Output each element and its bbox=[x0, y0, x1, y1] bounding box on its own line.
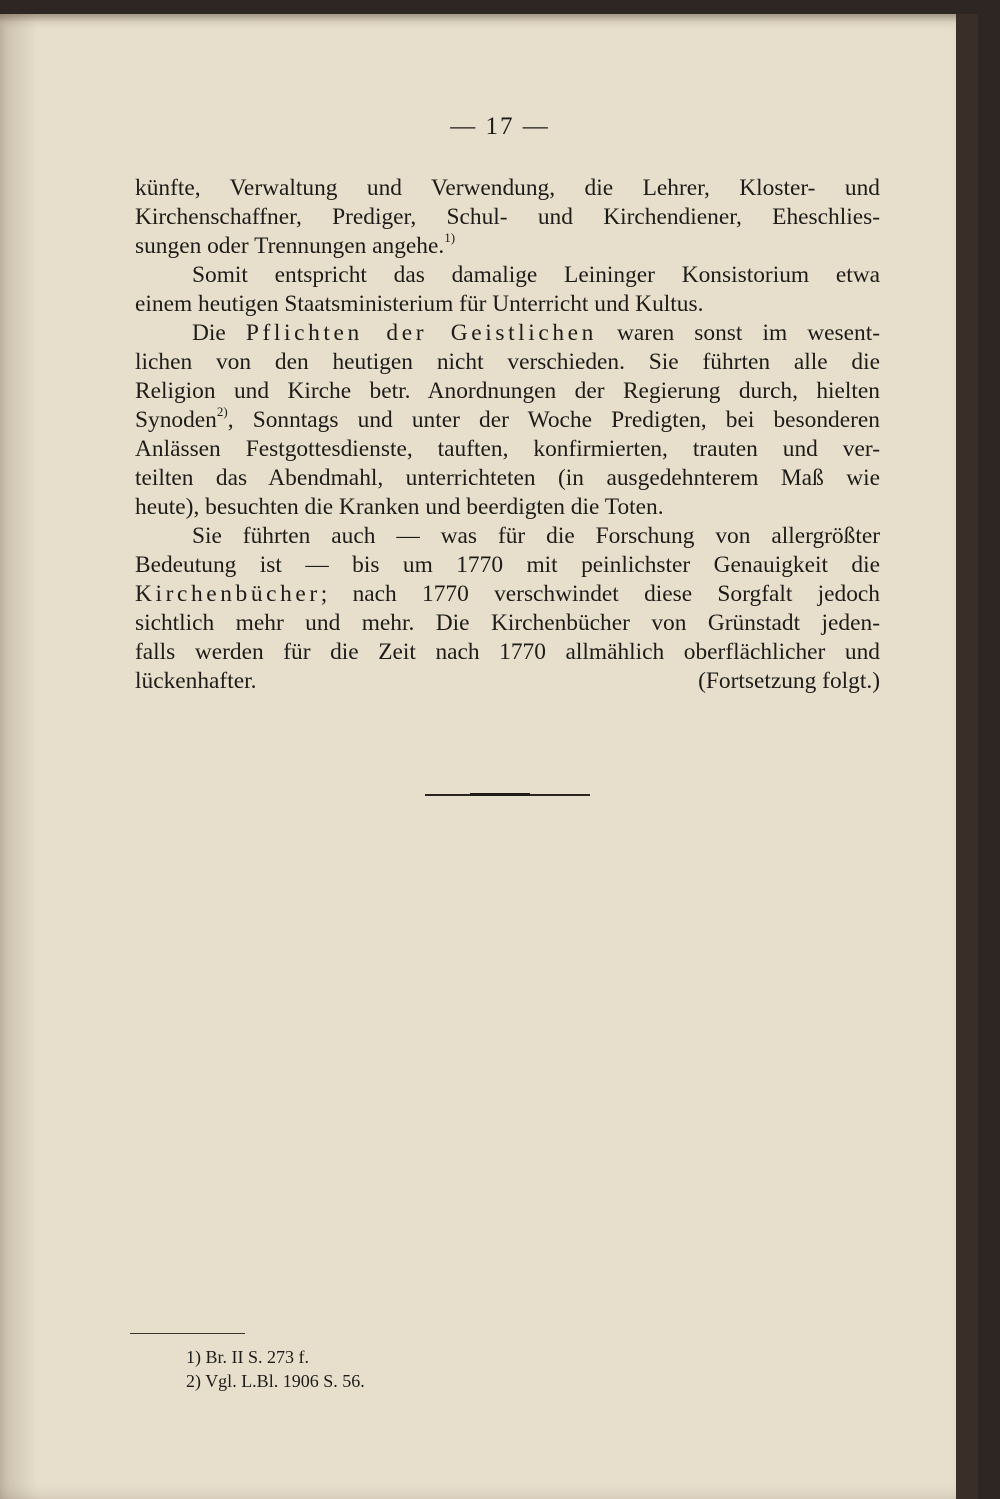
text-line: teilten das Abendmahl, unterrichteten (in ausgedehnterem Maß wie bbox=[135, 465, 880, 491]
continuation-note: (Fortsetzung folgt.) bbox=[698, 668, 880, 694]
spaced-emphasis: Kirchenbücher bbox=[135, 581, 321, 607]
text-line: einem heutigen Staatsministerium für Unterricht und Kultus. bbox=[135, 291, 704, 317]
gutter-shadow bbox=[0, 14, 38, 1499]
footnote-ref-1: 1) bbox=[444, 230, 456, 245]
text-line: Somit entspricht das damalige Leininger Konsistorium etwa bbox=[192, 262, 880, 288]
page-top-edge bbox=[0, 14, 978, 22]
footnote-2: 2) Vgl. L.Bl. 1906 S. 56. bbox=[186, 1371, 365, 1391]
text-line: Synoden$^{2)}$, Sonntags und unter der Woche Predigten, bei besonderen bbox=[135, 404, 880, 433]
footnote-1: 1) Br. II S. 273 f. bbox=[186, 1347, 309, 1367]
footnotes bbox=[186, 1345, 365, 1393]
cover-edge bbox=[956, 14, 978, 1499]
text-line: falls werden für die Zeit nach 1770 allmählich oberflächlicher und bbox=[135, 639, 880, 665]
text-line: sungen oder Trennungen angehe.$^{1)}$ bbox=[135, 230, 456, 259]
text-line: sichtlich mehr und mehr. Die Kirchenbücher von Grünstadt jeden- bbox=[135, 610, 880, 636]
text-line: Kirchenschaffner, Prediger, Schul- und Kirchendiener, Eheschlies- bbox=[135, 204, 880, 230]
footnote-ref-2: 2) bbox=[216, 404, 228, 419]
text-line: Sie führten auch — was für die Forschung von allergrößter bbox=[192, 523, 880, 549]
page-number: — 17 — bbox=[450, 113, 550, 140]
text-line: Religion und Kirche betr. Anordnungen der Regierung durch, hielten bbox=[135, 378, 880, 404]
footnote-rule bbox=[130, 1333, 245, 1334]
text-line: Kirchenbücher; nach 1770 verschwindet diese Sorgfalt jedoch bbox=[135, 581, 880, 607]
text-line: lichen von den heutigen nicht verschieden. Sie führten alle die bbox=[135, 349, 880, 375]
text-line: Bedeutung ist — bis um 1770 mit peinlichster Genauigkeit die bbox=[135, 552, 880, 578]
spaced-emphasis: Pflichten der Geistlichen bbox=[245, 320, 597, 346]
text-line: Anlässen Festgottesdienste, tauften, konfirmierten, trauten und ver- bbox=[135, 436, 880, 462]
text-line: künfte, Verwaltung und Verwendung, die Lehrer, Kloster- und bbox=[135, 175, 880, 201]
section-divider-center bbox=[470, 793, 530, 796]
text-line: heute), besuchten die Kranken und beerdigten die Toten. bbox=[135, 494, 664, 520]
body-text bbox=[135, 174, 880, 696]
text-line: lückenhafter. (Fortsetzung folgt.) bbox=[135, 668, 880, 694]
text-line: Die Pflichten der Geistlichen waren sonst im wesent- bbox=[192, 320, 880, 346]
